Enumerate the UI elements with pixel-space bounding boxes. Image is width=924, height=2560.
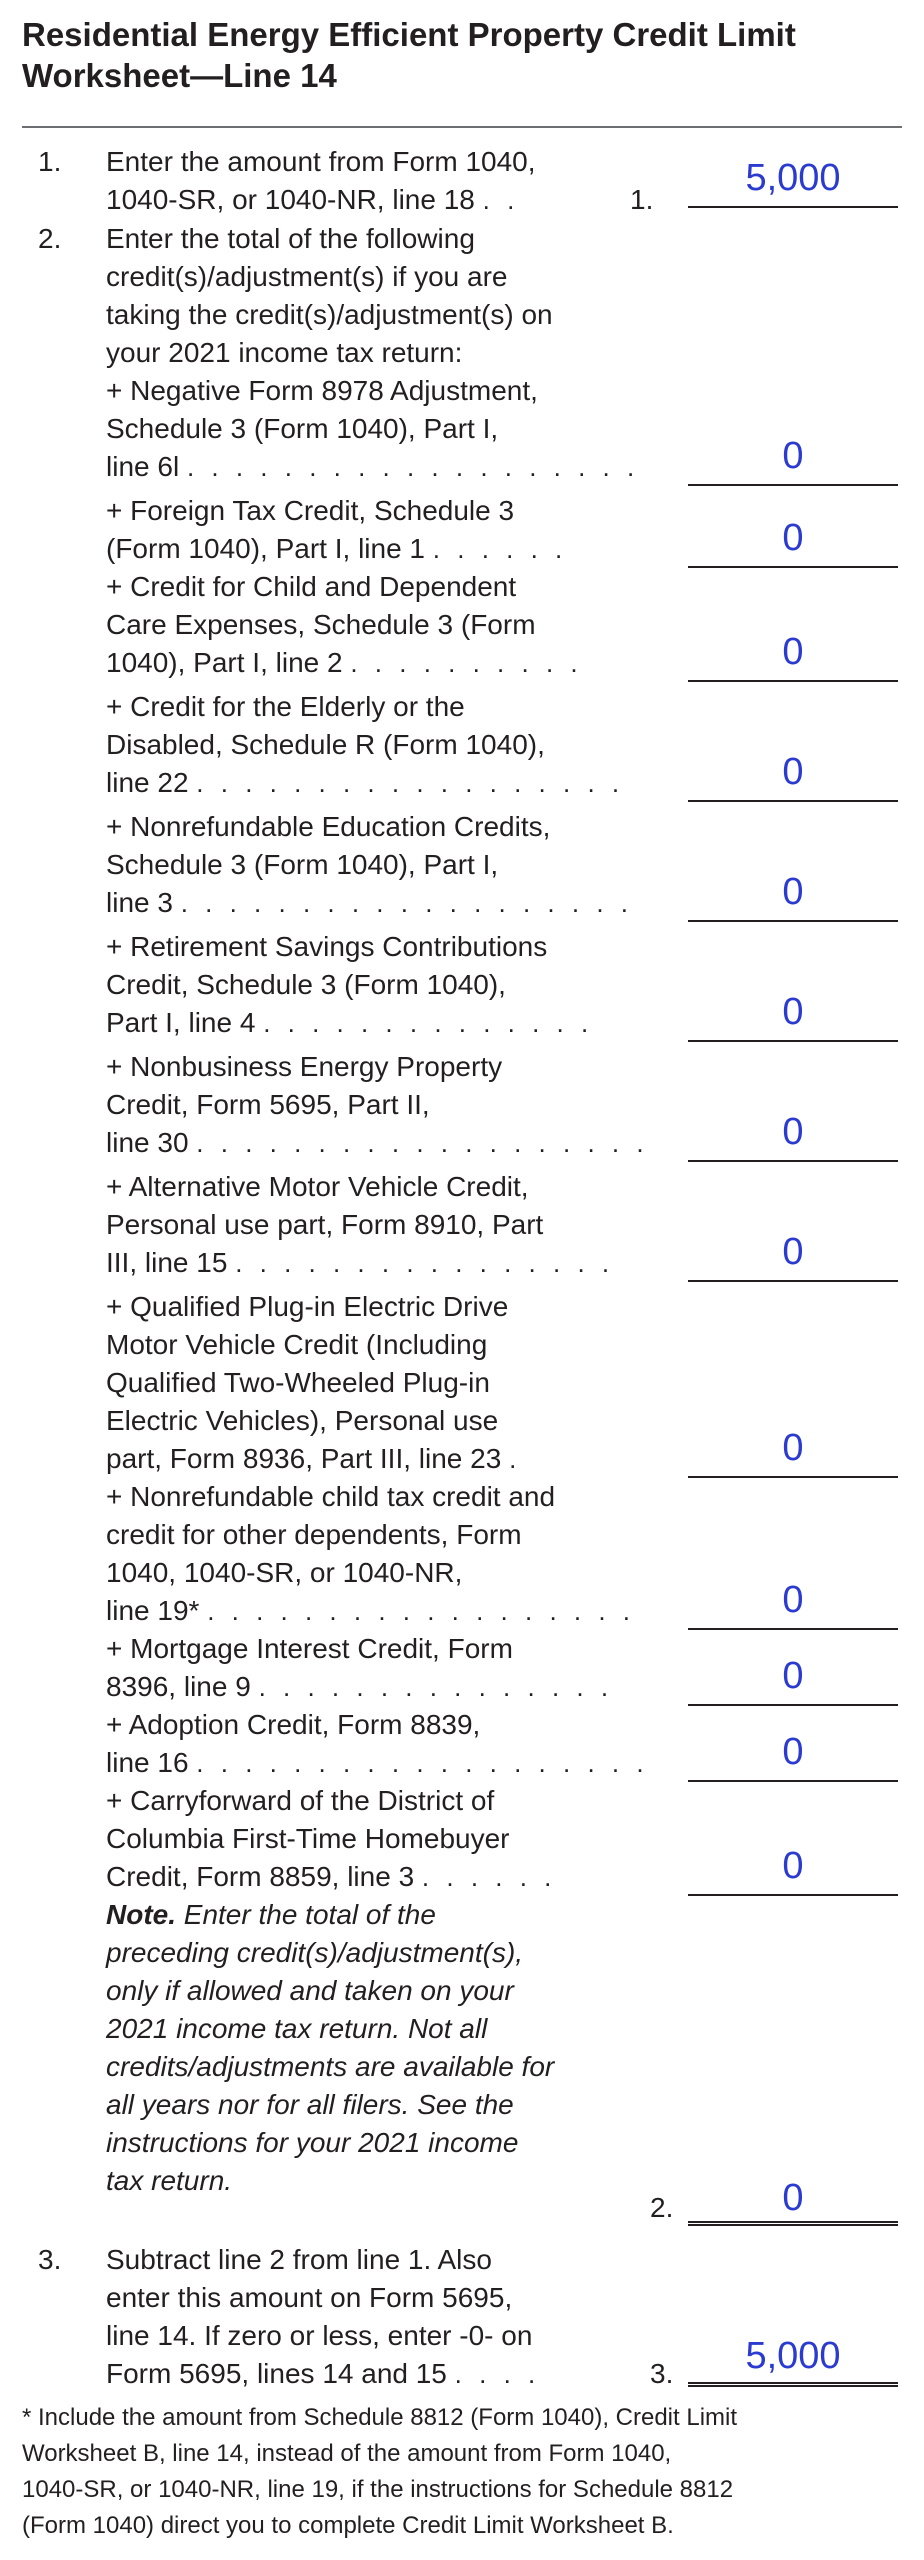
credit-item-6-text: + Retirement Savings Contributions bbox=[106, 931, 548, 962]
dot-leader: . . . . . . . . . . . . . . . . bbox=[235, 1248, 615, 1278]
credit-item-13-amount[interactable]: 0 bbox=[782, 1845, 804, 1887]
credit-item-4-text: line 22 . . . . . . . . . . . . . . . . . . bbox=[106, 767, 625, 798]
credit-item-9-text: Motor Vehicle Credit (Including bbox=[106, 1329, 488, 1360]
line-3-answer-line bbox=[688, 2382, 898, 2387]
credit-item-10-text: credit for other dependents, Form bbox=[106, 1519, 522, 1550]
credit-item-4-answer-line bbox=[688, 800, 898, 802]
dot-leader: . . . . . . bbox=[432, 534, 568, 564]
footnote-line-1: * Include the amount from Schedule 8812 (Form 1040), Credit Limit bbox=[22, 2404, 738, 2431]
credit-item-4-amount[interactable]: 0 bbox=[782, 751, 804, 793]
credit-item-8-text: + Alternative Motor Vehicle Credit, bbox=[106, 1171, 529, 1202]
line-1-amount[interactable]: 5,000 bbox=[745, 157, 841, 199]
dot-leader: . . . . . . . . . . . . . . . . . . . bbox=[196, 1128, 649, 1158]
credit-item-3-text: 1040), Part I, line 2 . . . . . . . . . . bbox=[106, 647, 583, 678]
credit-item-5-text: line 3 . . . . . . . . . . . . . . . . . . . bbox=[106, 887, 633, 918]
line-2-ref: 2. bbox=[650, 2192, 674, 2223]
line-3-ref: 3. bbox=[650, 2358, 674, 2389]
credit-item-11-amount[interactable]: 0 bbox=[782, 1655, 804, 1697]
dot-leader: . . . . . . . . . . . . . . bbox=[263, 1008, 594, 1038]
credit-item-8-amount[interactable]: 0 bbox=[782, 1231, 804, 1273]
credit-item-12-text: line 16 . . . . . . . . . . . . . . . . . . . bbox=[106, 1747, 649, 1778]
note-line: Note. Enter the total of the bbox=[106, 1899, 436, 1930]
credit-item-12-text: + Adoption Credit, Form 8839, bbox=[106, 1709, 481, 1740]
credit-item-7-answer-line bbox=[688, 1160, 898, 1162]
credit-item-5-answer-line bbox=[688, 920, 898, 922]
credit-item-8-answer-line bbox=[688, 1280, 898, 1282]
credit-item-1-text: Schedule 3 (Form 1040), Part I, bbox=[106, 413, 499, 444]
credit-item-7-text: + Nonbusiness Energy Property bbox=[106, 1051, 503, 1082]
note-label: Note. bbox=[106, 1899, 176, 1930]
line-1-ref: 1. bbox=[630, 184, 654, 215]
dot-leader: . . . . . . . . . . . . . . . . . . . bbox=[180, 888, 633, 918]
line-2-intro-4: your 2021 income tax return: bbox=[106, 337, 463, 368]
credit-item-3-text: Care Expenses, Schedule 3 (Form bbox=[106, 609, 536, 640]
footnote-line-2: Worksheet B, line 14, instead of the amount from Form 1040, bbox=[22, 2440, 672, 2467]
credit-item-2-text: + Foreign Tax Credit, Schedule 3 bbox=[106, 495, 515, 526]
note-line: only if allowed and taken on your bbox=[106, 1975, 514, 2006]
line-3-amount[interactable]: 5,000 bbox=[745, 2335, 841, 2377]
credit-item-1-amount[interactable]: 0 bbox=[782, 435, 804, 477]
credit-item-3-text: + Credit for Child and Dependent bbox=[106, 571, 517, 602]
line-3-text-3: line 14. If zero or less, enter -0- on bbox=[106, 2320, 533, 2351]
credit-item-3-answer-line bbox=[688, 680, 898, 682]
title-line-2: Worksheet—Line 14 bbox=[22, 57, 337, 94]
credit-item-8-text: III, line 15 . . . . . . . . . . . . . . . . bbox=[106, 1247, 615, 1278]
line-2-number: 2. bbox=[38, 223, 62, 254]
line-3-number: 3. bbox=[38, 2244, 62, 2275]
credit-item-3-amount[interactable]: 0 bbox=[782, 631, 804, 673]
worksheet-title bbox=[22, 14, 902, 96]
note-line: 2021 income tax return. Not all bbox=[106, 2013, 488, 2044]
dot-leader: . . . . . . . . . . . . . . . bbox=[258, 1672, 614, 1702]
title-line-1: Residential Energy Efficient Property Credit Limit bbox=[22, 16, 796, 53]
credit-item-11-text: + Mortgage Interest Credit, Form bbox=[106, 1633, 513, 1664]
credit-item-13-text: Credit, Form 8859, line 3 . . . . . . bbox=[106, 1861, 557, 1892]
line-2-intro-1: Enter the total of the following bbox=[106, 223, 475, 254]
credit-item-6-text: Part I, line 4 . . . . . . . . . . . . . . bbox=[106, 1007, 594, 1038]
line-2-intro-2: credit(s)/adjustment(s) if you are bbox=[106, 261, 508, 292]
line-1-text-1: Enter the amount from Form 1040, bbox=[106, 146, 536, 177]
line-1-text-2: 1040-SR, or 1040-NR, line 18 . . bbox=[106, 184, 520, 215]
credit-item-11-answer-line bbox=[688, 1704, 898, 1706]
credit-item-12-answer-line bbox=[688, 1780, 898, 1782]
note-line: credits/adjustments are available for bbox=[106, 2051, 555, 2082]
credit-item-9-answer-line bbox=[688, 1476, 898, 1478]
credit-item-1-answer-line bbox=[688, 484, 898, 486]
dot-leader: . . . . . . . . . . . . . . . . . . . bbox=[186, 452, 640, 482]
dot-leader: . . . . . . . . . . . . . . . . . . bbox=[207, 1596, 636, 1626]
credit-item-1-text: line 6l . . . . . . . . . . . . . . . . . . . bbox=[106, 451, 640, 482]
dot-leader: . . . . . . . . . . . . . . . . . . . bbox=[196, 1748, 649, 1778]
credit-item-13-answer-line bbox=[688, 1894, 898, 1896]
credit-item-6-text: Credit, Schedule 3 (Form 1040), bbox=[106, 969, 506, 1000]
footnote-line-3: 1040-SR, or 1040-NR, line 19, if the instructions for Schedule 8812 bbox=[22, 2476, 734, 2503]
line-2-total[interactable]: 0 bbox=[782, 2177, 804, 2219]
credit-item-9-text: Electric Vehicles), Personal use bbox=[106, 1405, 499, 1436]
credit-item-6-amount[interactable]: 0 bbox=[782, 991, 804, 1033]
line-3-text-1: Subtract line 2 from line 1. Also bbox=[106, 2244, 492, 2275]
credit-item-7-text: line 30 . . . . . . . . . . . . . . . . . . . bbox=[106, 1127, 649, 1158]
credit-item-9-amount[interactable]: 0 bbox=[782, 1427, 804, 1469]
note-line: instructions for your 2021 income bbox=[106, 2127, 519, 2158]
line-1-answer-line bbox=[688, 206, 898, 208]
credit-item-7-amount[interactable]: 0 bbox=[782, 1111, 804, 1153]
credit-item-12-amount[interactable]: 0 bbox=[782, 1731, 804, 1773]
note-line: tax return. bbox=[106, 2165, 233, 2196]
line-3-text-4: Form 5695, lines 14 and 15 . . . . bbox=[106, 2358, 541, 2389]
credit-item-8-text: Personal use part, Form 8910, Part bbox=[106, 1209, 544, 1240]
dot-leader: . . . . . . bbox=[421, 1862, 557, 1892]
credit-item-11-text: 8396, line 9 . . . . . . . . . . . . . . . bbox=[106, 1671, 614, 1702]
footnote-line-4: (Form 1040) direct you to complete Credit Limit Worksheet B. bbox=[22, 2512, 674, 2539]
line-2-answer-line bbox=[688, 2221, 898, 2226]
credit-item-5-text: Schedule 3 (Form 1040), Part I, bbox=[106, 849, 499, 880]
credit-item-2-answer-line bbox=[688, 566, 898, 568]
credit-item-9-text: part, Form 8936, Part III, line 23 . bbox=[106, 1443, 522, 1474]
credit-item-9-text: Qualified Two-Wheeled Plug-in bbox=[106, 1367, 490, 1398]
credit-item-5-amount[interactable]: 0 bbox=[782, 871, 804, 913]
credit-item-7-text: Credit, Form 5695, Part II, bbox=[106, 1089, 430, 1120]
note-line: all years nor for all filers. See the bbox=[106, 2089, 514, 2120]
title-divider bbox=[22, 126, 902, 128]
credit-item-1-text: + Negative Form 8978 Adjustment, bbox=[106, 375, 538, 406]
credit-item-6-answer-line bbox=[688, 1040, 898, 1042]
line-1-number: 1. bbox=[38, 146, 62, 177]
line-3-text-2: enter this amount on Form 5695, bbox=[106, 2282, 513, 2313]
credit-item-10-text: 1040, 1040-SR, or 1040-NR, bbox=[106, 1557, 463, 1588]
credit-item-10-answer-line bbox=[688, 1628, 898, 1630]
dot-leader: . . . . . . . . . . bbox=[350, 648, 583, 678]
credit-item-13-text: + Carryforward of the District of bbox=[106, 1785, 495, 1816]
line-2-intro-3: taking the credit(s)/adjustment(s) on bbox=[106, 299, 553, 330]
credit-item-4-text: + Credit for the Elderly or the bbox=[106, 691, 465, 722]
credit-item-2-text: (Form 1040), Part I, line 1 . . . . . . bbox=[106, 533, 568, 564]
credit-item-10-text: line 19* . . . . . . . . . . . . . . . . . . bbox=[106, 1595, 636, 1626]
credit-item-10-text: + Nonrefundable child tax credit and bbox=[106, 1481, 556, 1512]
credit-item-5-text: + Nonrefundable Education Credits, bbox=[106, 811, 551, 842]
credit-item-13-text: Columbia First-Time Homebuyer bbox=[106, 1823, 510, 1854]
dot-leader: . . . . . . . . . . . . . . . . . . bbox=[196, 768, 625, 798]
dot-leader: . bbox=[509, 1444, 522, 1474]
credit-item-9-text: + Qualified Plug-in Electric Drive bbox=[106, 1291, 509, 1322]
credit-item-2-amount[interactable]: 0 bbox=[782, 517, 804, 559]
note-line: preceding credit(s)/adjustment(s), bbox=[106, 1937, 524, 1968]
credit-item-10-amount[interactable]: 0 bbox=[782, 1579, 804, 1621]
credit-item-4-text: Disabled, Schedule R (Form 1040), bbox=[106, 729, 545, 760]
